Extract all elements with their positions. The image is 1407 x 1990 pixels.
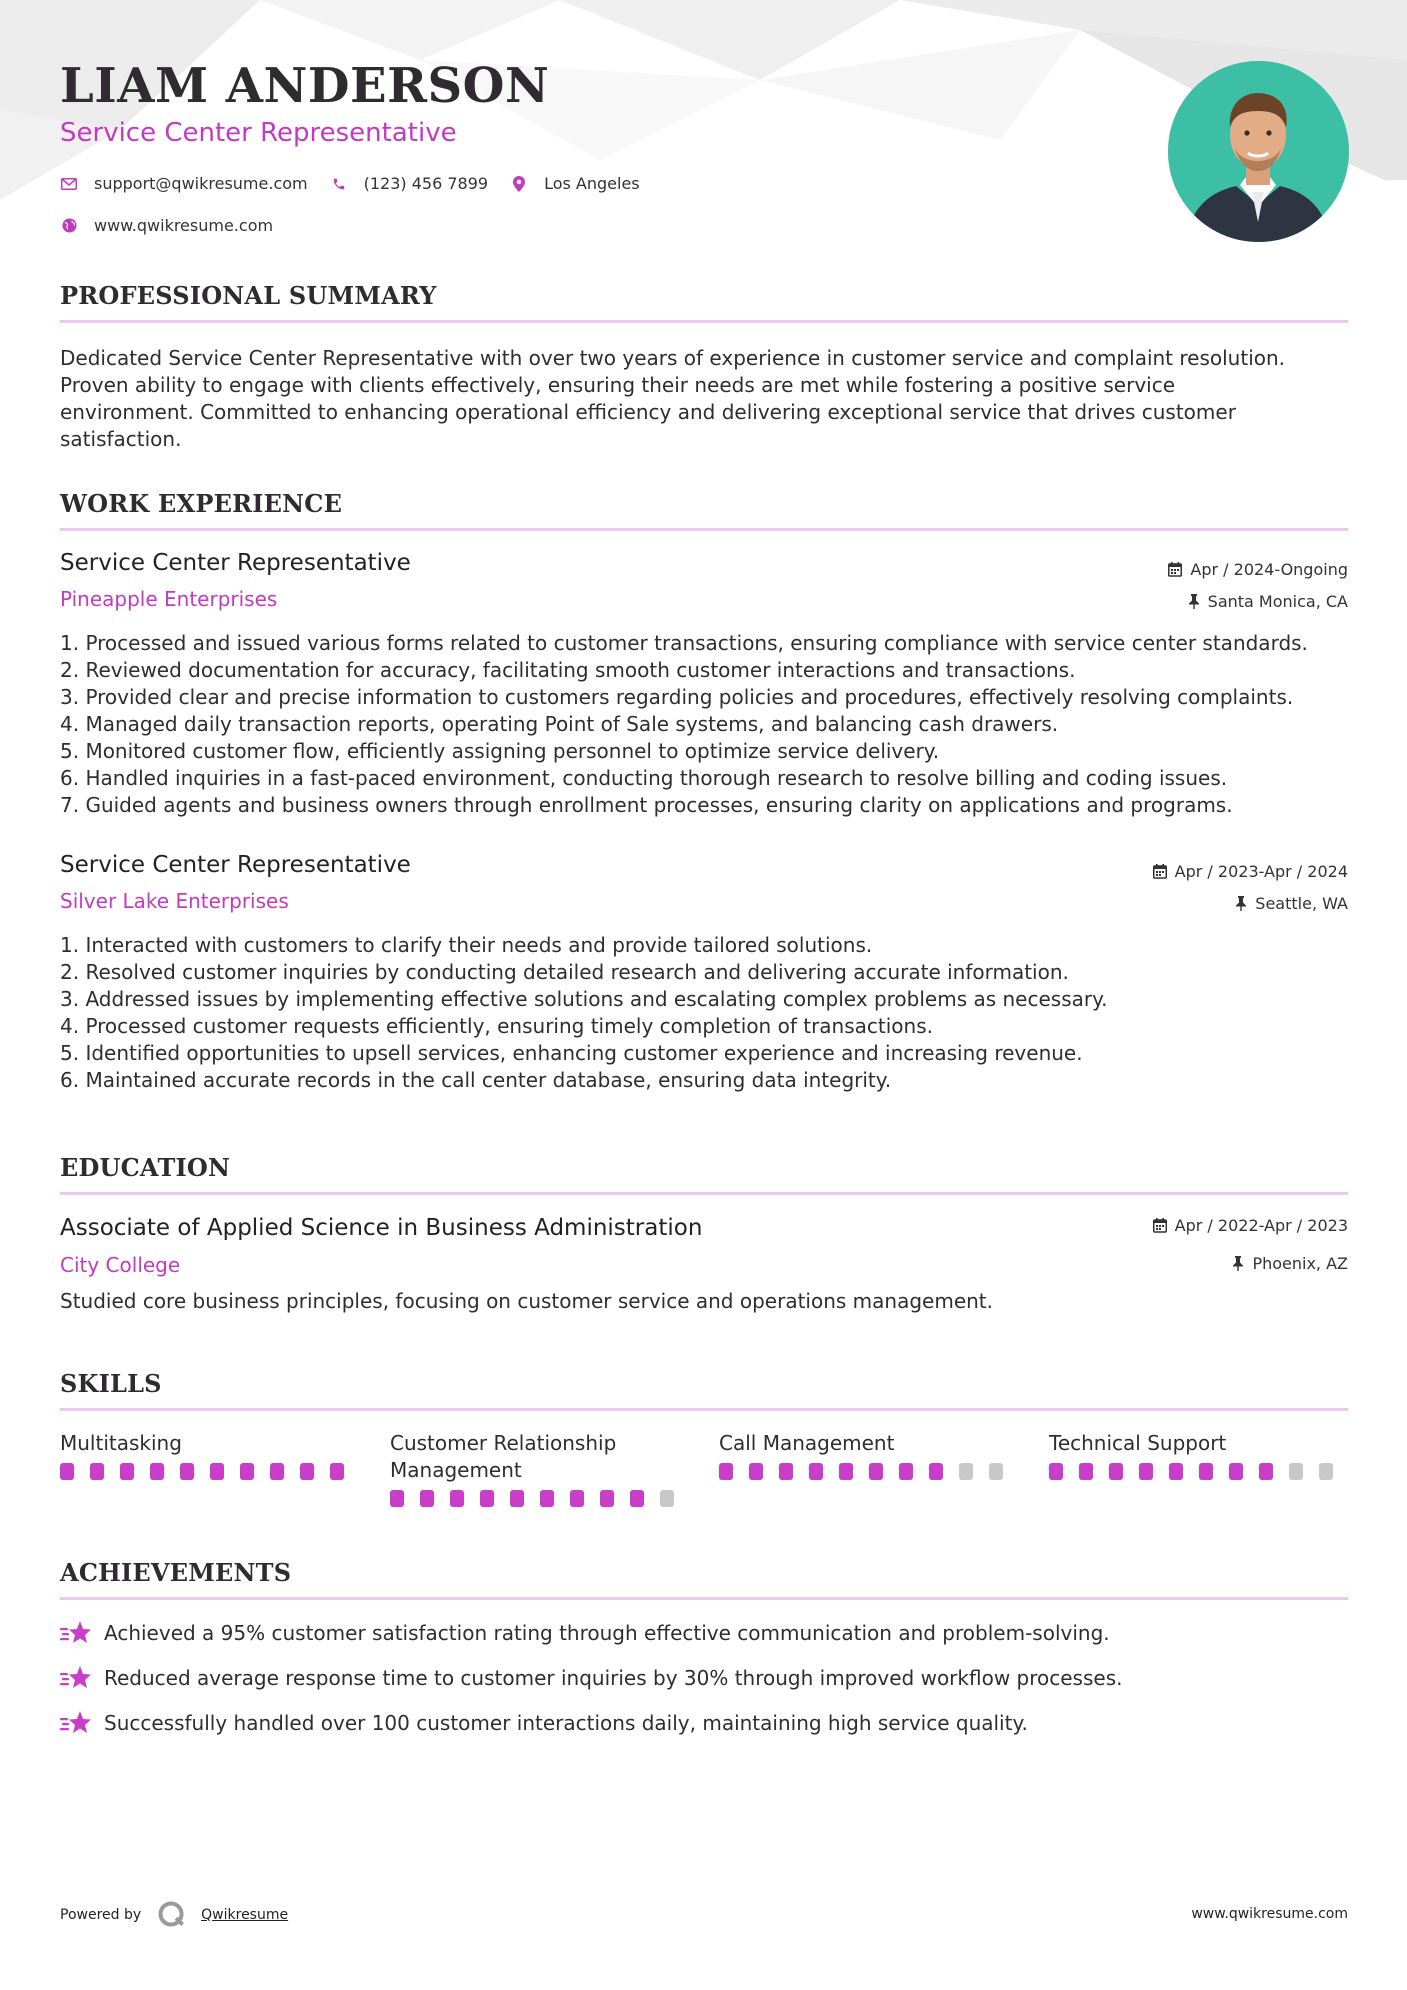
education-heading: EDUCATION bbox=[60, 1153, 231, 1182]
skill-dot-empty bbox=[660, 1490, 674, 1507]
skill-dot-filled bbox=[1259, 1463, 1273, 1480]
experience-heading: WORK EXPERIENCE bbox=[60, 489, 343, 518]
job-company: Silver Lake Enterprises bbox=[60, 889, 289, 913]
achievements-divider bbox=[60, 1597, 1348, 1600]
powered-by-label: Powered by bbox=[60, 1907, 142, 1923]
star-icon bbox=[60, 1709, 92, 1737]
skill-dot-filled bbox=[1229, 1463, 1243, 1480]
skill-dot-filled bbox=[600, 1490, 614, 1507]
summary-line: Dedicated Service Center Representative with over two years of experience in customer service and complaint resolution. bbox=[60, 346, 1286, 370]
list-item: 5. Monitored customer flow, efficiently assigning personnel to optimize service delivery. bbox=[60, 739, 940, 763]
summary-divider bbox=[60, 320, 1348, 323]
skill-dot-filled bbox=[240, 1463, 254, 1480]
job-title: Service Center Representative bbox=[60, 852, 411, 878]
skill-dot-filled bbox=[480, 1490, 494, 1507]
contact-location: Los Angeles bbox=[544, 174, 640, 193]
job-responsibilities bbox=[60, 932, 1360, 1094]
skill-item bbox=[1049, 1430, 1349, 1480]
job-location bbox=[1188, 592, 1348, 611]
skill-dot-filled bbox=[1139, 1463, 1153, 1480]
skill-dot-empty bbox=[989, 1463, 1003, 1480]
job-location-text: Seattle, WA bbox=[1255, 894, 1348, 913]
list-item: 3. Addressed issues by implementing effective solutions and escalating complex problems as necessary. bbox=[60, 987, 1108, 1011]
skills-heading: SKILLS bbox=[60, 1369, 162, 1398]
candidate-photo bbox=[1168, 61, 1349, 242]
education-degree: Associate of Applied Science in Business Administration bbox=[60, 1215, 703, 1241]
skill-dot-filled bbox=[150, 1463, 164, 1480]
achievement-item bbox=[60, 1709, 1028, 1737]
skill-name-continued: Management bbox=[390, 1458, 522, 1482]
skill-dot-filled bbox=[330, 1463, 344, 1480]
list-item: 4. Managed daily transaction reports, operating Point of Sale systems, and balancing cash drawers. bbox=[60, 712, 1059, 736]
skill-dot-filled bbox=[779, 1463, 793, 1480]
skill-dot-filled bbox=[210, 1463, 224, 1480]
skill-item bbox=[390, 1430, 690, 1507]
education-description: Studied core business principles, focusing on customer service and operations management. bbox=[60, 1289, 993, 1313]
skill-item bbox=[60, 1430, 360, 1480]
experience-divider bbox=[60, 528, 1348, 531]
skill-dot-filled bbox=[899, 1463, 913, 1480]
skill-dot-filled bbox=[120, 1463, 134, 1480]
skill-dot-filled bbox=[749, 1463, 763, 1480]
star-icon bbox=[60, 1664, 92, 1692]
skill-dot-filled bbox=[540, 1490, 554, 1507]
skill-dot-filled bbox=[510, 1490, 524, 1507]
job-location-text: Santa Monica, CA bbox=[1207, 592, 1348, 611]
skill-name: Customer Relationship bbox=[390, 1431, 617, 1455]
job-dates bbox=[1153, 862, 1348, 881]
candidate-name: LIAM ANDERSON bbox=[60, 58, 550, 114]
list-item: 3. Provided clear and precise information to customers regarding policies and procedures, effectively resolving complaints. bbox=[60, 685, 1294, 709]
candidate-role: Service Center Representative bbox=[60, 118, 457, 148]
skill-dot-empty bbox=[1319, 1463, 1333, 1480]
footer-powered-by bbox=[60, 1900, 288, 1930]
education-dates bbox=[1153, 1216, 1348, 1235]
skill-rating bbox=[60, 1463, 360, 1480]
list-item: 1. Interacted with customers to clarify their needs and provide tailored solutions. bbox=[60, 933, 873, 957]
map-pin-icon bbox=[510, 175, 528, 193]
globe-icon bbox=[60, 217, 78, 235]
skill-dot-filled bbox=[450, 1490, 464, 1507]
skill-dot-filled bbox=[300, 1463, 314, 1480]
list-item: 5. Identified opportunities to upsell services, enhancing customer experience and increasing revenue. bbox=[60, 1041, 1083, 1065]
skills-divider bbox=[60, 1408, 1348, 1411]
skill-rating bbox=[1049, 1463, 1349, 1480]
star-icon bbox=[60, 1619, 92, 1647]
skill-name: Multitasking bbox=[60, 1431, 182, 1455]
education-dates-text: Apr / 2022-Apr / 2023 bbox=[1174, 1216, 1348, 1235]
skill-dot-filled bbox=[719, 1463, 733, 1480]
job-dates-text: Apr / 2023-Apr / 2024 bbox=[1174, 862, 1348, 881]
skill-dot-filled bbox=[390, 1490, 404, 1507]
envelope-icon bbox=[60, 175, 78, 193]
education-school: City College bbox=[60, 1253, 181, 1277]
summary-text bbox=[60, 345, 1348, 453]
contact-row-secondary bbox=[60, 216, 295, 235]
list-item: 6. Handled inquiries in a fast-paced environment, conducting thorough research to resolve billing and coding issues. bbox=[60, 766, 1228, 790]
skill-name: Technical Support bbox=[1049, 1431, 1227, 1455]
pushpin-icon bbox=[1232, 1256, 1244, 1271]
skill-dot-filled bbox=[180, 1463, 194, 1480]
education-location-text: Phoenix, AZ bbox=[1252, 1254, 1348, 1273]
job-dates bbox=[1168, 560, 1348, 579]
list-item: 4. Processed customer requests efficiently, ensuring timely completion of transactions. bbox=[60, 1014, 933, 1038]
list-item: 6. Maintained accurate records in the call center database, ensuring data integrity. bbox=[60, 1068, 892, 1092]
skill-dot-empty bbox=[959, 1463, 973, 1480]
skill-dot-filled bbox=[839, 1463, 853, 1480]
skill-dot-filled bbox=[1079, 1463, 1093, 1480]
achievements-heading: ACHIEVEMENTS bbox=[60, 1558, 292, 1587]
skill-dot-filled bbox=[929, 1463, 943, 1480]
skill-dot-filled bbox=[1109, 1463, 1123, 1480]
skill-dot-filled bbox=[1049, 1463, 1063, 1480]
skill-dot-filled bbox=[1199, 1463, 1213, 1480]
skill-dot-filled bbox=[630, 1490, 644, 1507]
calendar-icon bbox=[1153, 864, 1167, 879]
skill-dot-filled bbox=[90, 1463, 104, 1480]
list-item: 2. Resolved customer inquiries by conducting detailed research and delivering accurate information. bbox=[60, 960, 1069, 984]
achievement-item bbox=[60, 1664, 1122, 1692]
achievement-text: Successfully handled over 100 customer interactions daily, maintaining high service quality. bbox=[104, 1711, 1028, 1735]
calendar-icon bbox=[1168, 562, 1182, 577]
achievement-item bbox=[60, 1619, 1110, 1647]
skill-dot-filled bbox=[809, 1463, 823, 1480]
qwikresume-logo-icon bbox=[157, 1900, 187, 1930]
achievement-text: Reduced average response time to customer inquiries by 30% through improved workflow processes. bbox=[104, 1666, 1123, 1690]
pushpin-icon bbox=[1235, 896, 1247, 911]
summary-line: environment. Committed to enhancing operational efficiency and delivering exceptional service that drives customer bbox=[60, 400, 1236, 424]
skill-dot-empty bbox=[1289, 1463, 1303, 1480]
pushpin-icon bbox=[1188, 594, 1200, 609]
skill-item bbox=[719, 1430, 1019, 1480]
skill-dot-filled bbox=[1169, 1463, 1183, 1480]
education-location bbox=[1232, 1254, 1348, 1273]
summary-line: Proven ability to engage with clients effectively, ensuring their needs are met while fostering a positive service bbox=[60, 373, 1176, 397]
footer-website[interactable]: www.qwikresume.com bbox=[1191, 1906, 1348, 1922]
phone-icon bbox=[330, 175, 348, 193]
skill-rating bbox=[390, 1490, 690, 1507]
skill-dot-filled bbox=[60, 1463, 74, 1480]
contact-email[interactable]: support@qwikresume.com bbox=[94, 174, 308, 193]
skill-rating bbox=[719, 1463, 1019, 1480]
job-location bbox=[1235, 894, 1348, 913]
contact-row-primary bbox=[60, 174, 662, 193]
skill-dot-filled bbox=[570, 1490, 584, 1507]
job-company: Pineapple Enterprises bbox=[60, 587, 278, 611]
skill-dot-filled bbox=[270, 1463, 284, 1480]
summary-heading: PROFESSIONAL SUMMARY bbox=[60, 281, 437, 310]
contact-website[interactable]: www.qwikresume.com bbox=[94, 216, 274, 235]
skill-dot-filled bbox=[420, 1490, 434, 1507]
list-item: 2. Reviewed documentation for accuracy, facilitating smooth customer interactions and transactions. bbox=[60, 658, 1076, 682]
list-item: 7. Guided agents and business owners through enrollment processes, ensuring clarity on applications and programs. bbox=[60, 793, 1233, 817]
education-divider bbox=[60, 1192, 1348, 1195]
list-item: 1. Processed and issued various forms related to customer transactions, ensuring compliance with service center standards. bbox=[60, 631, 1308, 655]
job-responsibilities bbox=[60, 630, 1360, 819]
job-dates-text: Apr / 2024-Ongoing bbox=[1190, 560, 1348, 579]
job-title: Service Center Representative bbox=[60, 550, 411, 576]
skill-dot-filled bbox=[869, 1463, 883, 1480]
achievement-text: Achieved a 95% customer satisfaction rating through effective communication and problem-solving. bbox=[104, 1621, 1110, 1645]
calendar-icon bbox=[1153, 1218, 1167, 1233]
contact-phone[interactable]: (123) 456 7899 bbox=[363, 174, 489, 193]
summary-line: satisfaction. bbox=[60, 427, 182, 451]
skill-name: Call Management bbox=[719, 1431, 895, 1455]
brand-link[interactable]: Qwikresume bbox=[201, 1907, 289, 1923]
